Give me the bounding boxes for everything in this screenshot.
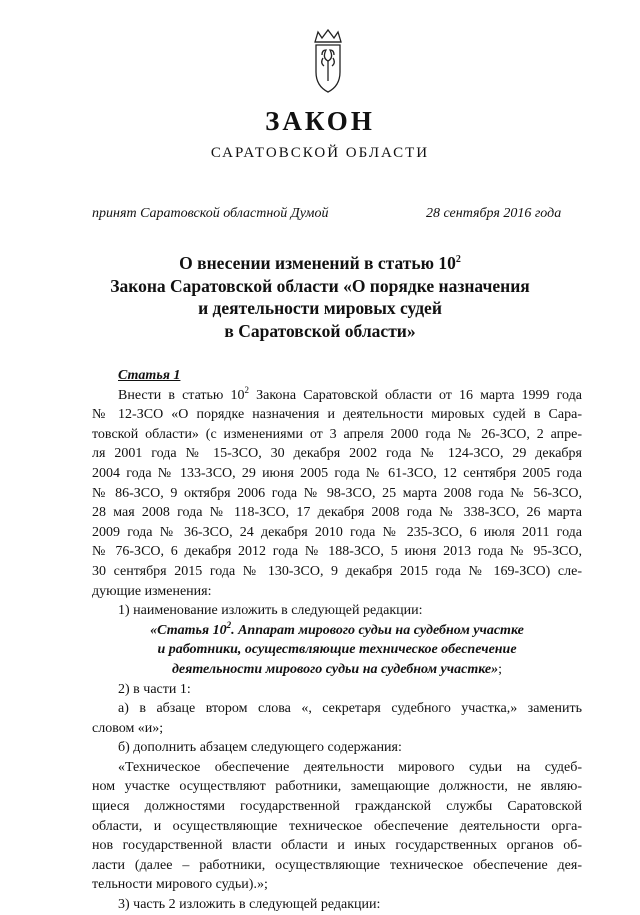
text-line: 2004 года № 133-ЗСО, 29 июня 2005 года № 61-ЗСО, 12 сентября 2005 года (92, 465, 582, 481)
text-line: № 86-ЗСО, 9 октября 2006 года № 98-ЗСО, 25 марта 2008 года № 56-ЗСО, (92, 485, 582, 501)
list-item-2a: а) в абзаце втором слова «, секретаря судебного участка,» заменить (118, 701, 582, 717)
list-item-1: 1) наименование изложить в следующей редакции: (118, 603, 423, 619)
text-line: «Техническое обеспечение деятельности мирового судьи на судеб- (118, 759, 582, 775)
text-line: ля 2001 года № 15-ЗСО, 30 декабря 2002 года № 124-ЗСО, 29 декабря (92, 446, 582, 462)
text-line: словом «и»; (92, 720, 164, 736)
text-line: щиеся должностями государственной гражданской службы Саратовской (92, 799, 582, 815)
adopted-by-text: принят Саратовской областной Думой (92, 206, 329, 221)
document-title (0, 252, 640, 342)
text-line: 28 мая 2008 года № 118-ЗСО, 17 декабря 2008 года № 338-ЗСО, 26 марта (92, 505, 582, 521)
text-line: области, и осуществляющие техническое обеспечение деятельности орга- (92, 818, 582, 834)
text-line: № 12-ЗСО «О порядке назначения и деятельности мировых судей в Сара- (92, 407, 582, 423)
law-title: ЗАКОН (265, 106, 375, 136)
text-line: тельности мирового судьи).»; (92, 877, 268, 893)
law-region-subtitle: САРАТОВСКОЙ ОБЛАСТИ (210, 145, 430, 161)
document-title-line: Закона Саратовской области «О порядке назначения (110, 275, 530, 296)
quoted-article-title: деятельности мирового судьи на судебном участке»; (171, 661, 503, 677)
text-line: ном участке осуществляют работники, замещающие должности, не являю- (92, 779, 582, 795)
text-line: товской области» (с изменениями от 3 апреля 2000 года № 26-ЗСО, 2 апре- (92, 426, 582, 442)
text-line: нов государственной власти области и иных государственных органов об- (92, 838, 582, 854)
text-line: № 76-ЗСО, 6 декабря 2012 года № 188-ЗСО, 5 июня 2013 года № 95-ЗСО, (92, 544, 582, 560)
text-line: 2009 года № 36-ЗСО, 24 декабря 2010 года № 235-ЗСО, 6 июля 2011 года (92, 524, 582, 540)
list-item-2b: б) дополнить абзацем следующего содержания: (118, 740, 402, 756)
saratov-coat-of-arms-icon (306, 28, 350, 94)
text-line: ласти (далее – работники, осуществляющие техническое обеспечение дея- (92, 857, 582, 873)
list-item-3: 3) часть 2 изложить в следующей редакции: (118, 897, 381, 913)
document-title-line: О внесении изменений в статью 10 (179, 253, 456, 273)
quoted-article-title: «Статья $10^2$. Аппарат мирового судьи на судебном участке (150, 619, 524, 638)
text-line: дующие изменения: (92, 583, 212, 599)
text-line: 30 сентября 2015 года № 130-ЗСО, 9 декабря 2015 года № 169-ЗСО) сле- (92, 563, 582, 579)
document-title-line: в Саратовской области» (224, 320, 416, 341)
list-item-2: 2) в части 1: (118, 681, 191, 697)
article-body (92, 366, 582, 915)
superscript: 2 (455, 254, 461, 265)
quoted-article-title: и работники, осуществляющие техническое обеспечение (157, 642, 517, 658)
text-line: Внести в статью $10^2$ Закона Саратовской области от 16 марта 1999 года (118, 384, 582, 403)
article-heading: Статья 1 (118, 368, 181, 383)
adopted-date: 28 сентября 2016 года (426, 206, 562, 221)
document-title-line: и деятельности мировых судей (198, 298, 442, 318)
